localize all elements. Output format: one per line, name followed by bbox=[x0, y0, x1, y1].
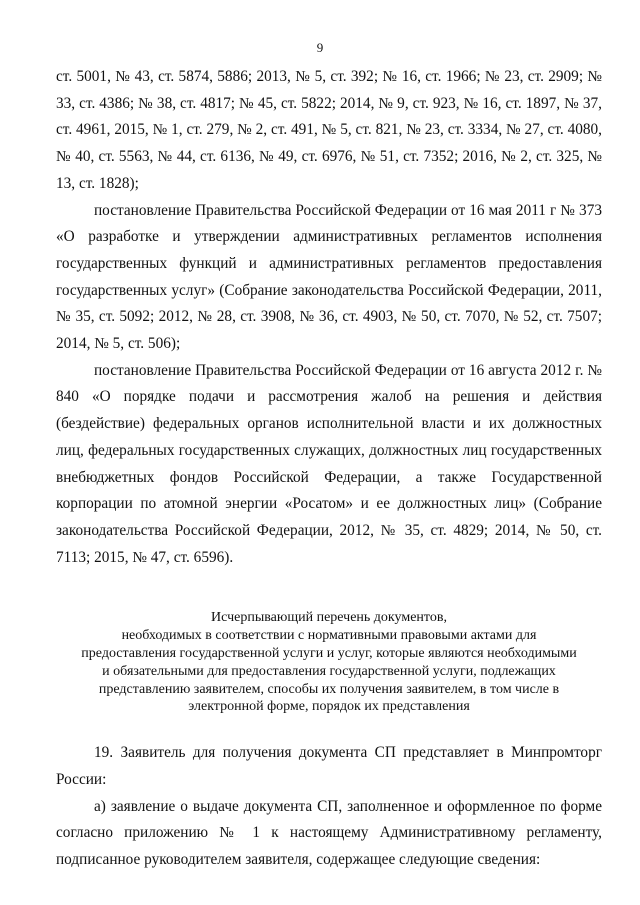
heading-line: необходимых в соответствии с нормативными правовыми актами для bbox=[121, 628, 537, 644]
paragraph-resolution-373: постановление Правительства Российской Федерации от 16 мая 2011 г № 373 «О разработке и утверждении административных регламентов исполнения государственных функций и административных регламентов предоставления государственных услуг» (Собрание законодательства Российской Федерации, 2011, № 35, ст. 5092; 2012, № 28, ст. 3908, № 36, ст. 4903, № 50, ст. 7070, № 52, ст. 7507; 2014, № 5, ст. 506); bbox=[56, 201, 602, 353]
heading-line: предоставления государственной услуги и услуг, которые являются необходимыми bbox=[81, 645, 577, 661]
heading-line: и обязательными для предоставления государственной услуги, подлежащих bbox=[102, 663, 556, 679]
document-body bbox=[56, 64, 602, 874]
section-heading bbox=[56, 609, 602, 716]
paragraph-item-19: 19. Заявитель для получения документа СП представляет в Минпромторг России: bbox=[56, 744, 602, 788]
heading-line: представлению заявителем, способы их получения заявителем, в том числе в bbox=[98, 681, 560, 697]
paragraph-citations-continued: ст. 5001, № 43, ст. 5874, 5886; 2013, № 5, ст. 392; № 16, ст. 1966; № 23, ст. 2909; № 33, ст. 4386; № 38, ст. 4817; № 45, ст. 5822; 2014, № 9, ст. 923, № 16, ст. 1897, № 37, ст. 4961, 2015, № 1, ст. 279, № 2, ст. 491, № 5, ст. 821, № 23, ст. 3334, № 27, ст. 4080, № 40, ст. 5563, № 44, ст. 6136, № 49, ст. 6976, № 51, ст. 7352; 2016, № 2, ст. 325, № 13, ст. 1828); bbox=[56, 68, 602, 192]
heading-line: Исчерпывающий перечень документов, bbox=[211, 610, 447, 626]
page-number: 9 bbox=[316, 40, 324, 55]
heading-line: электронной форме, порядок их представления bbox=[188, 699, 470, 715]
paragraph-resolution-840: постановление Правительства Российской Федерации от 16 августа 2012 г. № 840 «О порядке подачи и рассмотрения жалоб на решения и действия (бездействие) федеральных органов исполнительной власти и их должностных лиц, федеральных государственных служащих, должностных лиц государственных внебюджетных фондов Российской Федерации, а также Государственной корпорации по атомной энергии «Росатом» и ее должностных лиц» (Собрание законодательства Российской Федерации, 2012, № 35, ст. 4829; 2014, № 50, ст. 7113; 2015, № 47, ст. 6596). bbox=[56, 361, 602, 566]
paragraph-item-19a: а) заявление о выдаче документа СП, заполненное и оформленное по форме согласно приложению № 1 к настоящему Административному регламенту, подписанное руководителем заявителя, содержащее следующие сведения: bbox=[56, 797, 602, 868]
